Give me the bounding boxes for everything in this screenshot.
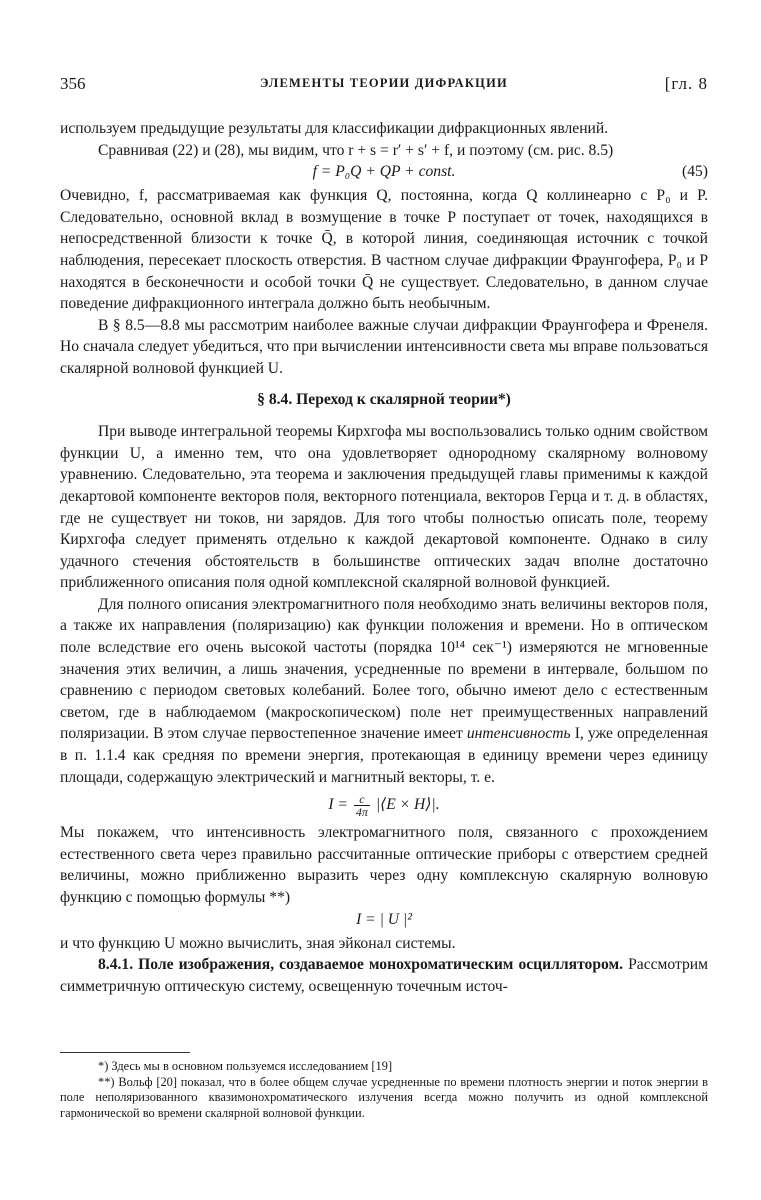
paragraph: Сравнивая (22) и (28), мы видим, что r + s = r′ + s′ + f, и поэтому (см. рис. 8.5) bbox=[98, 141, 614, 159]
page-body bbox=[60, 118, 708, 997]
page-header bbox=[60, 74, 708, 96]
footnote: *) Здесь мы в основном пользуемся исследованием [19] bbox=[98, 1059, 393, 1073]
paragraph: В § 8.5—8.8 мы рассмотрим наиболее важные случаи дифракции Фраунгофера и Френеля. Но сначала следует убедиться, что при вычислении интенсивности света мы вправе пользоваться скалярной волновой функцией U. bbox=[60, 316, 708, 377]
paragraph bbox=[60, 954, 708, 997]
equation-45 bbox=[60, 161, 708, 185]
fraction bbox=[354, 793, 370, 818]
footnote-rule bbox=[60, 1052, 190, 1053]
section-heading: § 8.4. Переход к скалярной теории*) bbox=[257, 390, 511, 408]
fraction-numerator: c bbox=[354, 793, 370, 806]
running-title: ЭЛЕМЕНТЫ ТЕОРИИ ДИФРАКЦИИ bbox=[260, 76, 508, 90]
paragraph: Очевидно, f, рассматриваемая как функция Q, постоянна, когда Q коллинеарно с P₀ и P. Следовательно, основной вклад в возмущение в точке P поступает от точек, находящихся в непосредственной близости к точке Q̄, в которой линия, соединяющая источник с точкой наблюдения, пересекает плоскость отверстия. В частном случае дифракции Фраунгофера, P₀ и P находятся в бесконечности и особой точки Q̄ не существует. Следовательно, в данном случае поведение дифракционного интеграла должно быть необычным. bbox=[60, 187, 708, 313]
italic-term: интенсивность bbox=[466, 725, 571, 743]
paragraph: При выводе интегральной теоремы Кирхгофа мы воспользовались только одним свойством функции U, а именно тем, что она удовлетворяет однородному скалярному волновому уравнению. Следовательно, эта теорема и заключения предыдущей главы применимы к каждой декартовой компоненте векторов поля, векторного потенциала, векторов Герца и т. д. в областях, где не существует ни токов, ни зарядов. Для того чтобы полностью описать поле, теорему Кирхгофа следует применять отдельно к каждой декартовой компоненте. Однако в силу удачного стечения обстоятельств в большинстве оптических задач вполне достаточно приближенного описания поля одной комплексной скалярной волновой функцией. bbox=[60, 423, 708, 592]
paragraph-text: I, уже определенная в п. 1.1.4 как средняя по времени энергия, протекающая в единицу времени через единицу площади, содержащую электрический и магнитный векторы, т. е. bbox=[60, 725, 708, 786]
footnotes bbox=[60, 1052, 708, 1121]
paragraph bbox=[60, 594, 708, 788]
equation-lhs: I = bbox=[328, 796, 349, 814]
intensity-scalar-equation bbox=[60, 909, 708, 933]
intensity-equation bbox=[60, 788, 708, 822]
paragraph: Мы покажем, что интенсивность электромагнитного поля, связанного с прохождением естественного света через правильно рассчитанные оптические приборы с отверстием средней величины, можно приближенно выразить через одну комплексную скалярную волновую функцию с помощью формулы **) bbox=[60, 824, 708, 906]
footnote: **) Вольф [20] показал, что в более общем случае усредненные по времени плотность энергии и поток энергии в поле неполяризованного квазимонохроматического излучения всегда можно получить из одной комплексной гармонической во времени скалярной волновой функции. bbox=[60, 1074, 708, 1120]
fraction-denominator: 4π bbox=[355, 805, 368, 820]
paragraph-text: Рассмотрим симметричную оптическую систему, освещенную точечным источ- bbox=[60, 956, 709, 995]
chapter-label: [гл. 8 bbox=[664, 74, 708, 93]
page-number: 356 bbox=[60, 74, 86, 93]
paragraph-text: Для полного описания электромагнитного поля необходимо знать величины векторов поля, а также их направления (поляризацию) как функции положения и времени. Но в оптическом поле вследствие его очень высокой частоты (порядка 10¹⁴ сек⁻¹) измеряются не мгновенные значения этих величин, а лишь значения, усредненные по времени в интервале, большом по сравнению с периодом световых колебаний. Более того, обычно имеют дело с естественным светом, где в наблюдаемом (макроскопическом) поле нет преимущественных направлений поляризации. В этом случае первостепенное значение имеет bbox=[60, 595, 708, 743]
equation-number: (45) bbox=[682, 163, 708, 181]
equation-body: I = | U |² bbox=[356, 910, 412, 928]
subsection-heading: 8.4.1. Поле изображения, создаваемое монохроматическим осциллятором. bbox=[98, 956, 624, 974]
equation-body: f = P₀Q + QP + const. bbox=[312, 163, 456, 181]
paragraph: используем предыдущие результаты для классификации дифракционных явлений. bbox=[60, 120, 609, 137]
equation-rhs: |⟨E × H⟩|. bbox=[375, 796, 440, 814]
paragraph: и что функцию U можно вычислить, зная эйконал системы. bbox=[60, 934, 456, 952]
